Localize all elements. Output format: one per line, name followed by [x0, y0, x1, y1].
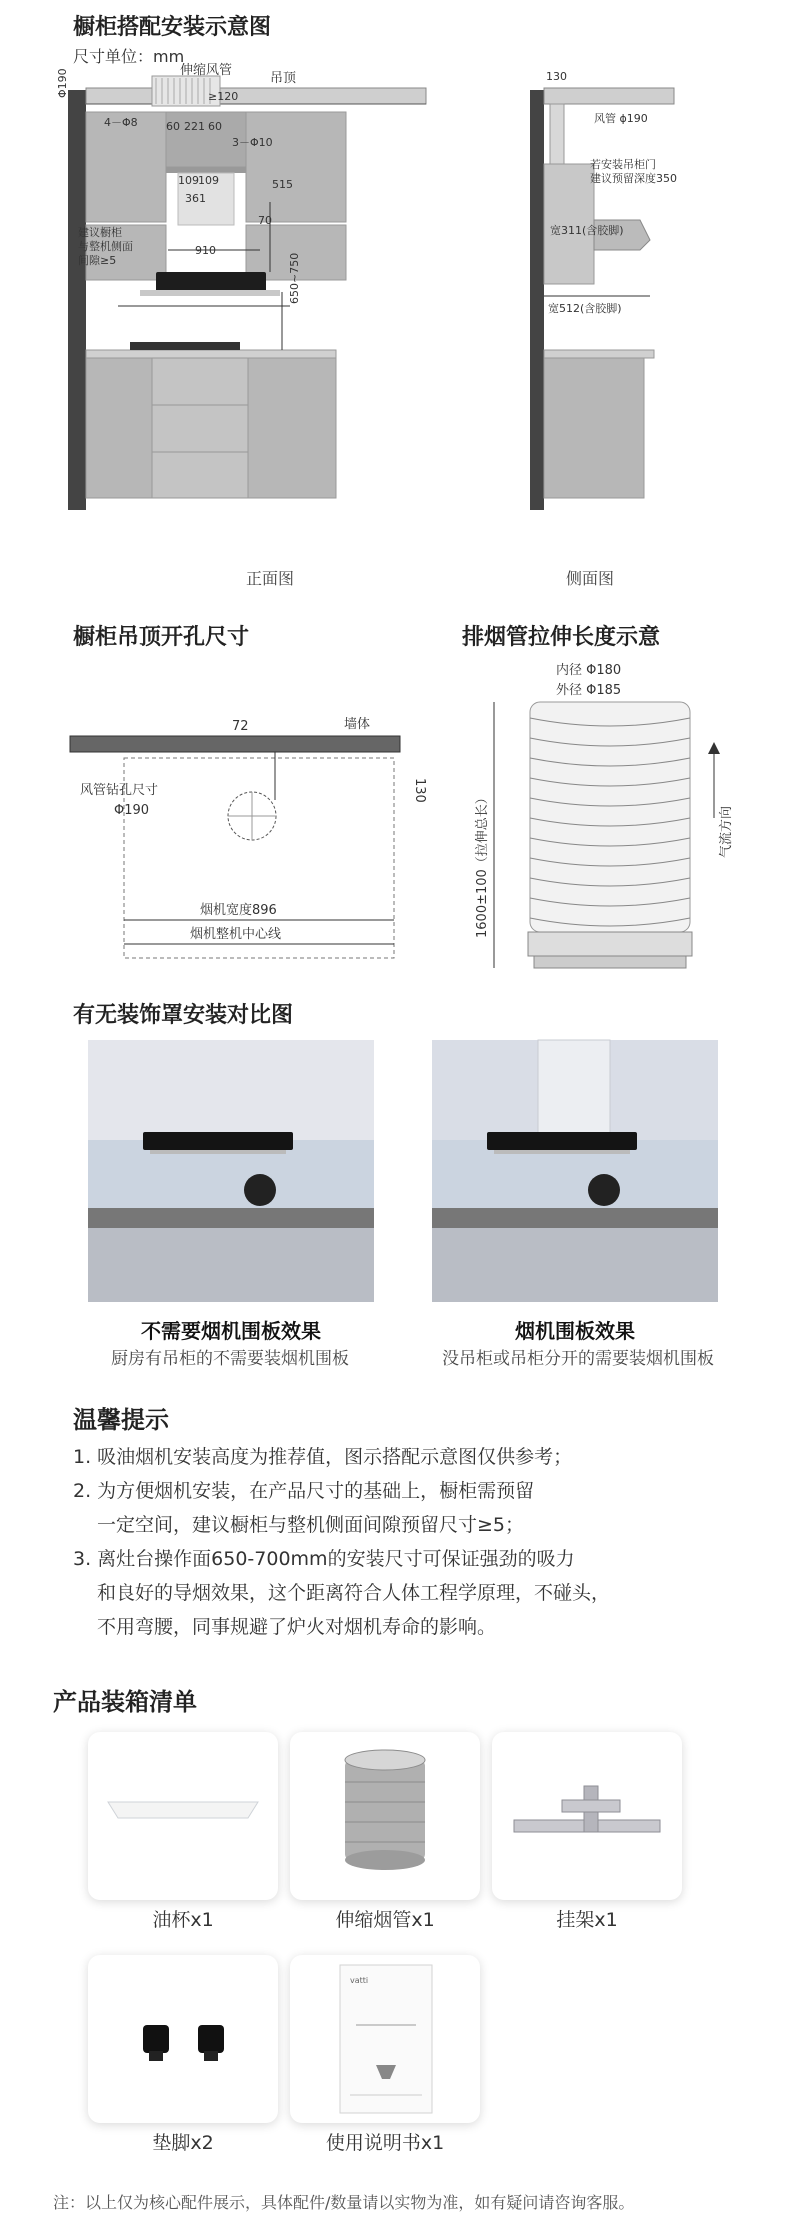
- label-holes-8: 4－Φ8: [104, 116, 138, 129]
- item-card-oil-cup: [88, 1732, 278, 1900]
- label-gap-1: 建议橱柜: [78, 226, 122, 239]
- bracket-icon: [514, 1786, 660, 1832]
- label-stretch: 1600±100（拉伸总长）: [475, 791, 490, 938]
- side-view-diagram: [500, 60, 700, 560]
- label-side-duct: 风管 ϕ190: [594, 112, 648, 125]
- front-view-diagram: [56, 60, 460, 560]
- label-dim-221: 221: [184, 120, 205, 133]
- label-side-note-2: 建议预留深度350: [590, 172, 677, 185]
- label-dim-60b: 60: [208, 120, 222, 133]
- unit-note: 尺寸单位：mm: [73, 47, 185, 66]
- label-dim-109b: 109: [198, 174, 219, 187]
- manual-icon: [340, 1965, 432, 2113]
- label-inner-dia: 内径 Φ180: [556, 663, 622, 678]
- item-card-manual: [290, 1955, 480, 2123]
- ceiling: [86, 88, 426, 104]
- label-drill-dia: Φ190: [114, 803, 150, 818]
- section3-title: 有无装饰罩安装对比图: [73, 1003, 294, 1028]
- side-caption: 侧面图: [565, 569, 614, 588]
- label-dim-910: 910: [195, 244, 216, 257]
- duct-stretch-diagram: [470, 658, 770, 998]
- airflow-arrow-icon: [708, 742, 720, 754]
- item-card-bracket: [492, 1732, 682, 1900]
- left-wall: [68, 90, 86, 510]
- compare-left-title: 不需要烟机围板效果: [141, 1319, 321, 1343]
- section1-title: 橱柜搭配安装示意图: [73, 15, 272, 40]
- side-wall: [530, 90, 544, 510]
- label-outer-dia: 外径 Φ185: [556, 683, 622, 698]
- label-ceiling: 吊顶: [270, 71, 297, 86]
- label-holes-10: 3－Φ10: [232, 136, 273, 149]
- compare-left-sub: 厨房有吊柜的不需要装烟机围板: [111, 1349, 349, 1369]
- label-dim-120: ≥120: [208, 90, 239, 103]
- label-dim-130: 130: [412, 778, 427, 803]
- item-label-feet: 垫脚x2: [152, 2132, 214, 2154]
- label-duct: 伸缩风管: [180, 63, 233, 78]
- label-dim-515: 515: [272, 178, 293, 191]
- tip-line-5: 和良好的导烟效果，这个距离符合人体工程学原理，不碰头，: [97, 1582, 611, 1604]
- item-label-bracket: 挂架x1: [556, 1909, 618, 1931]
- compare-right-sub: 没吊柜或吊柜分开的需要装烟机围板: [442, 1349, 714, 1369]
- item-label-duct: 伸缩烟管x1: [335, 1909, 435, 1931]
- section2-right-title: 排烟管拉伸长度示意: [462, 625, 661, 650]
- wall-band: [70, 736, 400, 752]
- kitchen-photo-without-cover: [88, 1040, 374, 1302]
- kitchen-photo-with-cover: [432, 1040, 718, 1302]
- section5-title: 产品装箱清单: [53, 1688, 197, 1716]
- section4-title: 温馨提示: [73, 1406, 169, 1434]
- item-card-feet: [88, 1955, 278, 2123]
- label-side-130: 130: [546, 70, 567, 83]
- front-caption: 正面图: [245, 569, 294, 588]
- hood-panel: [156, 272, 266, 292]
- label-gap-2: 与整机侧面: [78, 240, 133, 253]
- label-side-512: 宽512(含胶脚): [548, 302, 622, 315]
- label-airflow: 气流方向: [719, 805, 734, 858]
- tip-line-1: 1. 吸油烟机安装高度为推荐值，图示搭配示意图仅供参考；: [73, 1446, 573, 1468]
- item-card-duct: [290, 1732, 480, 1900]
- label-drill-note: 风管钻孔尺寸: [80, 783, 159, 798]
- flex-duct-icon: [528, 702, 692, 968]
- footer-note: 注：以上仅为核心配件展示，具体配件/数量请以实物为准，如有疑问请咨询客服。: [53, 2193, 635, 2212]
- label-hood-center: 烟机整机中心线: [190, 927, 282, 942]
- rubber-feet-icon: [143, 2025, 224, 2061]
- tips-list: [73, 1440, 610, 1644]
- manual-brand: vatti: [350, 1976, 369, 1985]
- label-dim-height: 650~750: [288, 252, 301, 304]
- tip-line-2: 2. 为方便烟机安装，在产品尺寸的基础上，橱柜需预留: [73, 1480, 535, 1502]
- tip-line-3: 一定空间，建议橱柜与整机侧面间隙预留尺寸≥5；: [97, 1514, 525, 1536]
- label-dim-70: 70: [258, 214, 272, 227]
- compare-right-title: 烟机围板效果: [515, 1319, 635, 1343]
- label-wall: 墙体: [344, 717, 371, 732]
- item-label-manual: 使用说明书x1: [325, 2132, 445, 2154]
- ceiling-hole-diagram: [60, 670, 427, 990]
- tip-line-4: 3. 离灶台操作面650-700mm的安装尺寸可保证强劲的吸力: [73, 1548, 575, 1570]
- label-gap-3: 间隙≥5: [78, 254, 117, 267]
- item-label-oil-cup: 油杯x1: [152, 1909, 214, 1931]
- label-hood-width: 烟机宽度896: [200, 903, 277, 918]
- label-dim-361: 361: [185, 192, 206, 205]
- oil-cup-icon: [108, 1802, 258, 1818]
- label-dim-190: Φ190: [56, 68, 69, 98]
- label-dim-60a: 60: [166, 120, 180, 133]
- label-side-311: 宽311(含胶脚): [550, 224, 624, 237]
- label-side-note-1: 若安装吊柜门: [590, 158, 656, 171]
- duct-roll-icon: [345, 1750, 425, 1870]
- label-dim-72: 72: [232, 719, 249, 734]
- label-dim-109a: 109: [178, 174, 199, 187]
- section2-left-title: 橱柜吊顶开孔尺寸: [73, 625, 250, 650]
- tip-line-6: 不用弯腰，同事规避了炉火对烟机寿命的影响。: [97, 1616, 497, 1638]
